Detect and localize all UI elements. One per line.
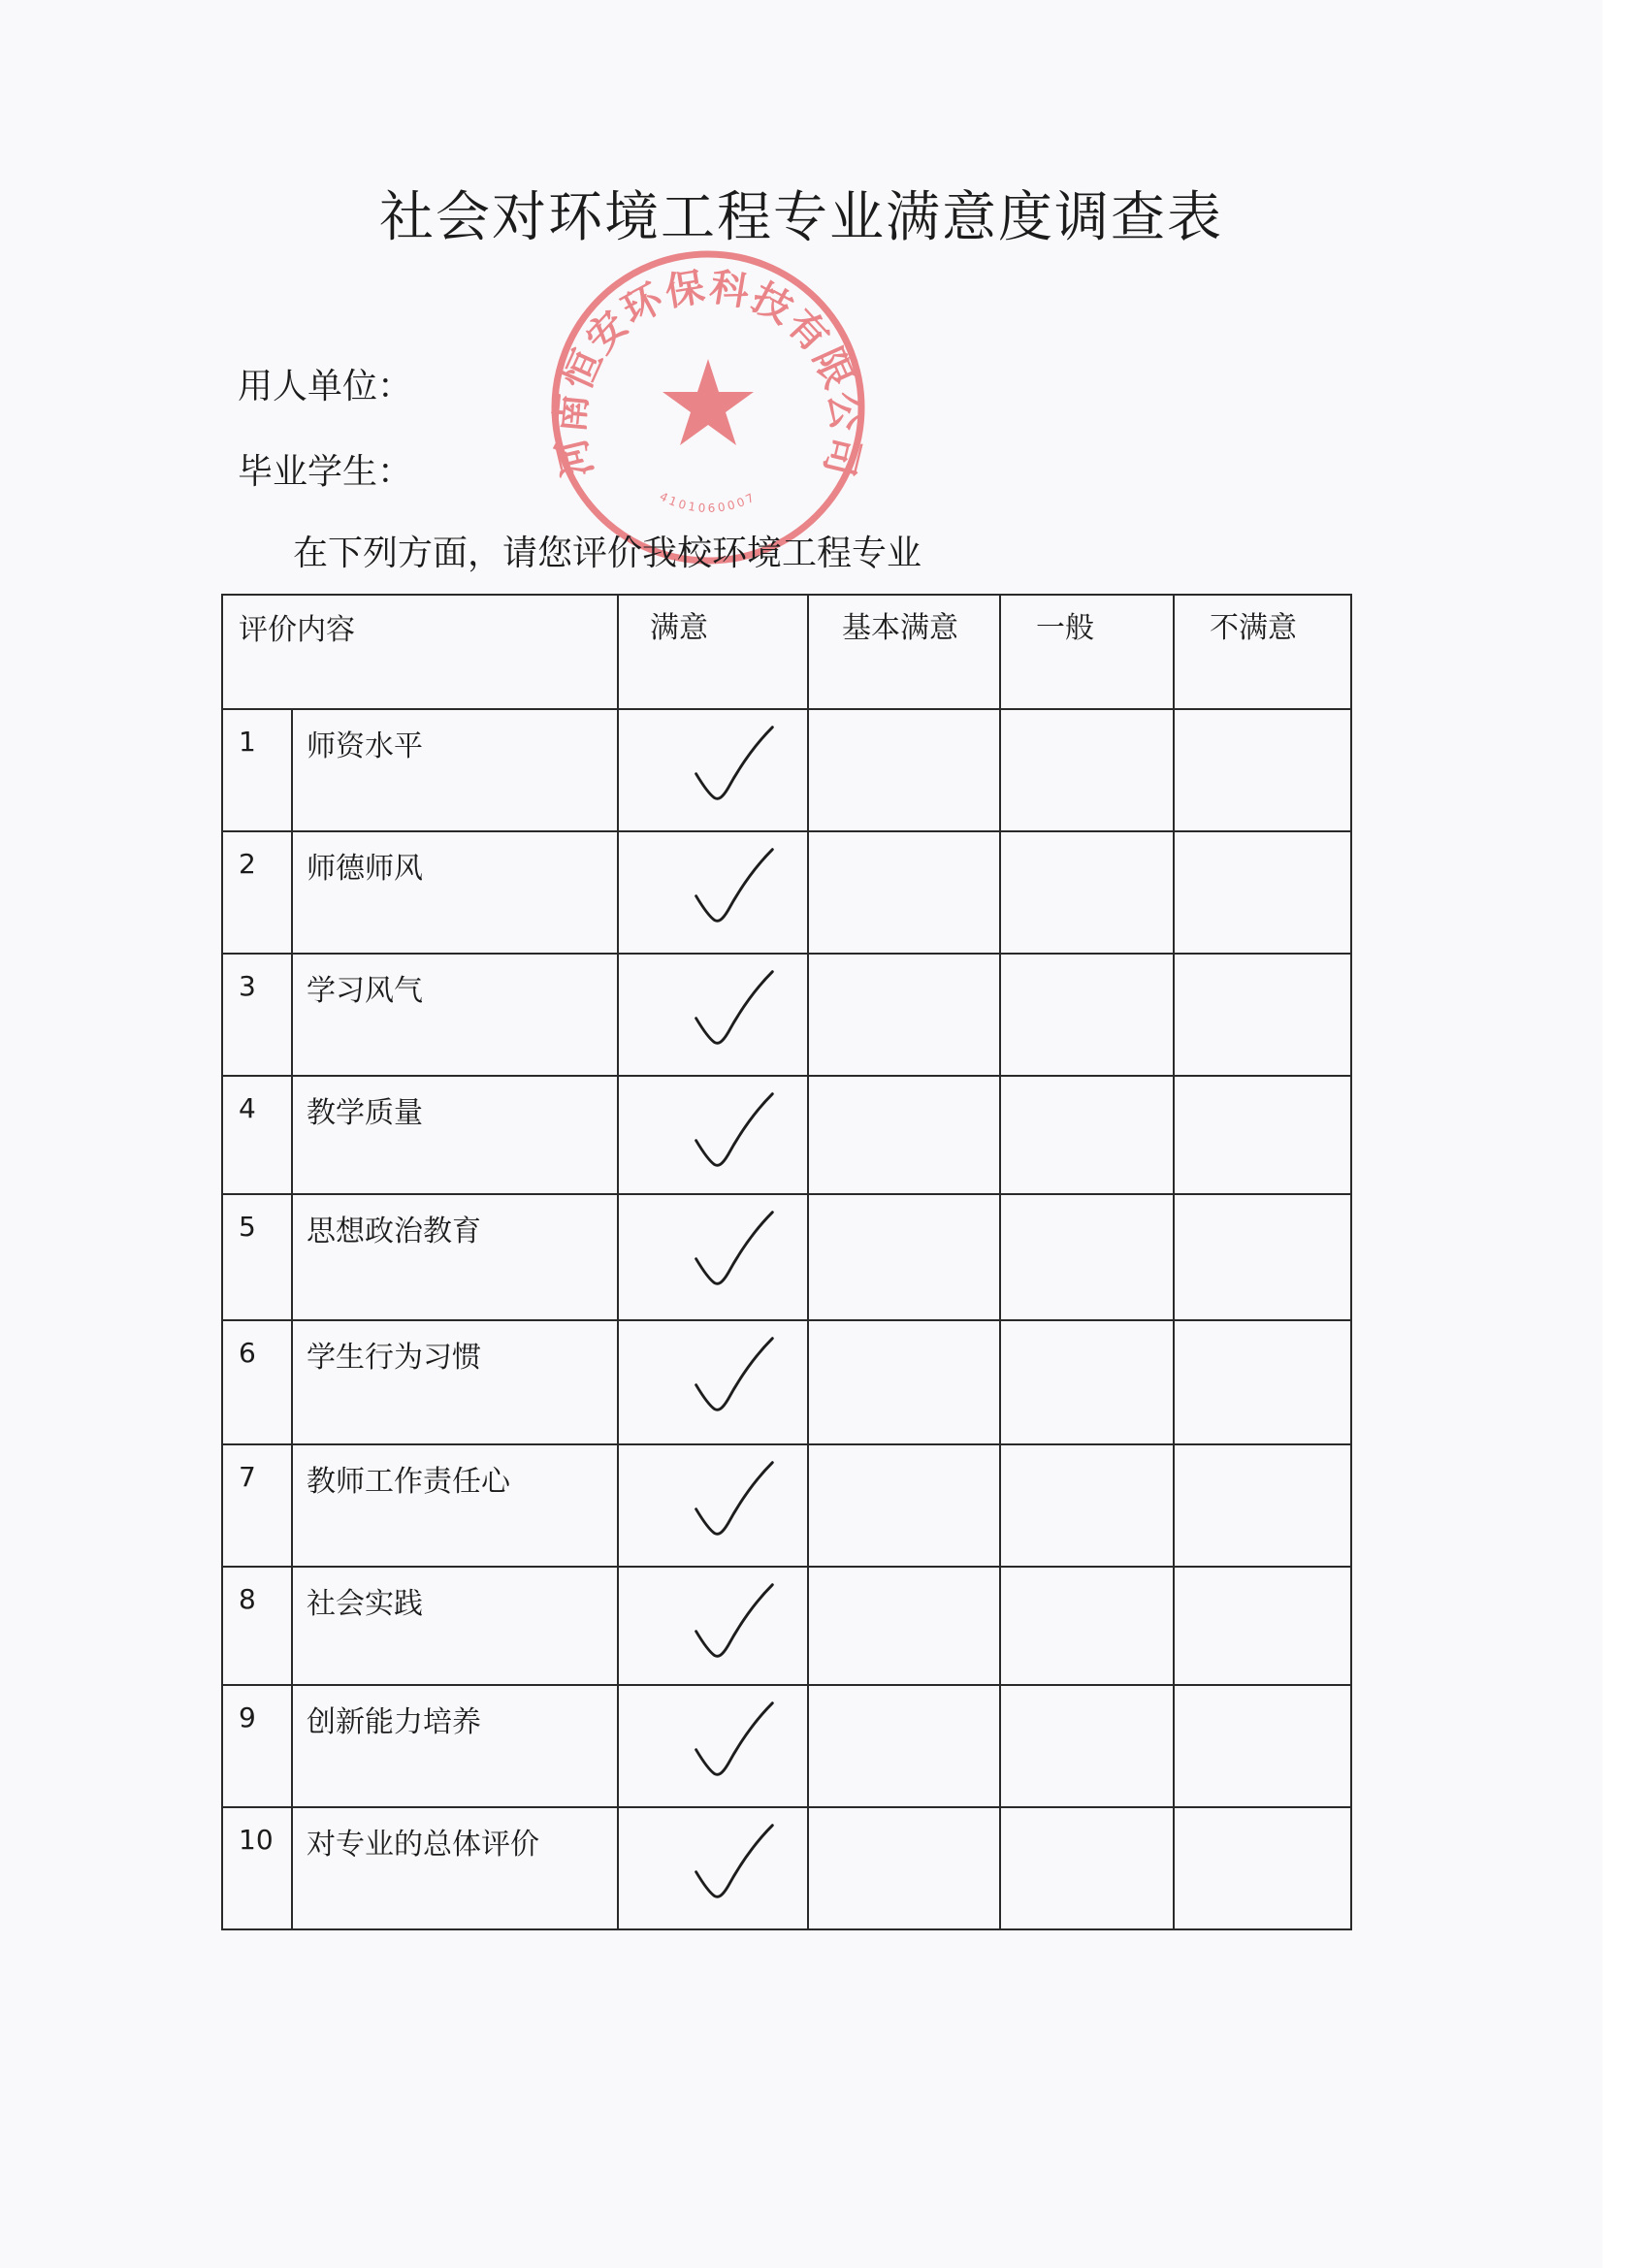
row-item-label: 师德师风 bbox=[307, 852, 423, 886]
row-number-cell bbox=[222, 1567, 292, 1685]
table-row bbox=[222, 709, 1351, 831]
average-cell bbox=[1000, 954, 1174, 1076]
average-cell bbox=[1000, 831, 1174, 954]
dissatisfied-cell bbox=[1174, 1685, 1351, 1807]
check-mark-icon bbox=[687, 1455, 780, 1548]
scan-margin bbox=[1602, 0, 1649, 2268]
average-cell bbox=[1000, 1807, 1174, 1929]
table-row bbox=[222, 954, 1351, 1076]
row-item-label: 创新能力培养 bbox=[307, 1705, 481, 1739]
row-item-label: 思想政治教育 bbox=[307, 1215, 481, 1248]
row-number: 4 bbox=[239, 1092, 256, 1124]
row-item-label: 教师工作责任心 bbox=[307, 1465, 510, 1499]
row-item-cell bbox=[292, 1194, 618, 1320]
row-number-cell bbox=[222, 1076, 292, 1194]
table-header-row bbox=[222, 595, 1351, 709]
header-dissatisfied: 不满意 bbox=[1174, 595, 1351, 709]
table-row bbox=[222, 1444, 1351, 1567]
check-mark-icon bbox=[687, 1205, 780, 1298]
table-row bbox=[222, 831, 1351, 954]
average-cell bbox=[1000, 1194, 1174, 1320]
graduate-field-label: 毕业学生： bbox=[238, 452, 413, 492]
row-item-cell bbox=[292, 1567, 618, 1685]
row-item-cell bbox=[292, 1444, 618, 1567]
svg-text:河南恒安环保科技有限公司: 河南恒安环保科技有限公司 bbox=[547, 264, 869, 482]
dissatisfied-cell bbox=[1174, 1444, 1351, 1567]
dissatisfied-cell bbox=[1174, 1567, 1351, 1685]
satisfied-cell bbox=[618, 1320, 808, 1444]
satisfied-cell bbox=[618, 1807, 808, 1929]
row-number: 6 bbox=[239, 1337, 256, 1369]
row-number: 2 bbox=[239, 848, 256, 880]
header-satisfied: 满意 bbox=[618, 595, 808, 709]
row-number: 5 bbox=[239, 1211, 256, 1243]
check-mark-icon bbox=[687, 1818, 780, 1911]
average-cell bbox=[1000, 1444, 1174, 1567]
row-number: 9 bbox=[239, 1701, 256, 1733]
row-item-label: 社会实践 bbox=[307, 1587, 423, 1621]
row-item-cell bbox=[292, 1320, 618, 1444]
satisfied-cell bbox=[618, 1567, 808, 1685]
basically-satisfied-cell bbox=[808, 1320, 1000, 1444]
basically-satisfied-cell bbox=[808, 954, 1000, 1076]
row-number-cell bbox=[222, 1685, 292, 1807]
row-item-cell bbox=[292, 1807, 618, 1929]
basically-satisfied-cell bbox=[808, 831, 1000, 954]
satisfied-cell bbox=[618, 1076, 808, 1194]
check-mark-icon bbox=[687, 1331, 780, 1424]
row-number: 7 bbox=[239, 1461, 256, 1493]
dissatisfied-cell bbox=[1174, 831, 1351, 954]
row-item-label: 教学质量 bbox=[307, 1096, 423, 1130]
dissatisfied-cell bbox=[1174, 1320, 1351, 1444]
basically-satisfied-cell bbox=[808, 1194, 1000, 1320]
row-item-cell bbox=[292, 954, 618, 1076]
dissatisfied-cell bbox=[1174, 1807, 1351, 1929]
table-row bbox=[222, 1076, 1351, 1194]
basically-satisfied-cell bbox=[808, 1076, 1000, 1194]
row-item-label: 对专业的总体评价 bbox=[307, 1828, 539, 1862]
check-mark-icon bbox=[687, 1577, 780, 1670]
row-number: 3 bbox=[239, 970, 256, 1002]
table-row bbox=[222, 1685, 1351, 1807]
row-item-label: 学生行为习惯 bbox=[307, 1341, 481, 1375]
intro-text: 在下列方面，请您评价我校环境工程专业 bbox=[293, 534, 922, 573]
dissatisfied-cell bbox=[1174, 1076, 1351, 1194]
row-number-cell bbox=[222, 1807, 292, 1929]
svg-text:4101060007: 4101060007 bbox=[657, 489, 760, 516]
check-mark-icon bbox=[687, 964, 780, 1057]
basically-satisfied-cell bbox=[808, 1685, 1000, 1807]
header-basically-satisfied: 基本满意 bbox=[808, 595, 1000, 709]
average-cell bbox=[1000, 709, 1174, 831]
row-item-cell bbox=[292, 1076, 618, 1194]
satisfied-cell bbox=[618, 1685, 808, 1807]
table-row bbox=[222, 1320, 1351, 1444]
average-cell bbox=[1000, 1076, 1174, 1194]
company-seal-stamp bbox=[543, 243, 873, 572]
row-number: 8 bbox=[239, 1583, 256, 1615]
satisfied-cell bbox=[618, 1194, 808, 1320]
check-mark-icon bbox=[687, 1086, 780, 1180]
average-cell bbox=[1000, 1685, 1174, 1807]
satisfied-cell bbox=[618, 954, 808, 1076]
row-item-cell bbox=[292, 831, 618, 954]
row-item-cell bbox=[292, 709, 618, 831]
table-row bbox=[222, 1807, 1351, 1929]
dissatisfied-cell bbox=[1174, 709, 1351, 831]
check-mark-icon bbox=[687, 842, 780, 935]
row-number-cell bbox=[222, 709, 292, 831]
row-number-cell bbox=[222, 1320, 292, 1444]
table-row bbox=[222, 1567, 1351, 1685]
row-number-cell bbox=[222, 954, 292, 1076]
satisfaction-table bbox=[221, 594, 1352, 1930]
row-item-label: 学习风气 bbox=[307, 974, 423, 1008]
satisfied-cell bbox=[618, 1444, 808, 1567]
average-cell bbox=[1000, 1567, 1174, 1685]
employer-field-label: 用人单位： bbox=[238, 367, 413, 406]
header-item: 评价内容 bbox=[222, 595, 618, 709]
row-number-cell bbox=[222, 1194, 292, 1320]
row-number-cell bbox=[222, 831, 292, 954]
document-title: 社会对环境工程专业满意度调查表 bbox=[379, 186, 1223, 249]
average-cell bbox=[1000, 1320, 1174, 1444]
dissatisfied-cell bbox=[1174, 1194, 1351, 1320]
satisfied-cell bbox=[618, 709, 808, 831]
check-mark-icon bbox=[687, 1696, 780, 1789]
basically-satisfied-cell bbox=[808, 1444, 1000, 1567]
row-number: 1 bbox=[239, 726, 256, 758]
dissatisfied-cell bbox=[1174, 954, 1351, 1076]
satisfied-cell bbox=[618, 831, 808, 954]
check-mark-icon bbox=[687, 720, 780, 813]
header-average: 一般 bbox=[1000, 595, 1174, 709]
basically-satisfied-cell bbox=[808, 1567, 1000, 1685]
row-number-cell bbox=[222, 1444, 292, 1567]
row-item-label: 师资水平 bbox=[307, 729, 423, 763]
row-number: 10 bbox=[239, 1824, 274, 1856]
basically-satisfied-cell bbox=[808, 1807, 1000, 1929]
row-item-cell bbox=[292, 1685, 618, 1807]
table-row bbox=[222, 1194, 1351, 1320]
basically-satisfied-cell bbox=[808, 709, 1000, 831]
